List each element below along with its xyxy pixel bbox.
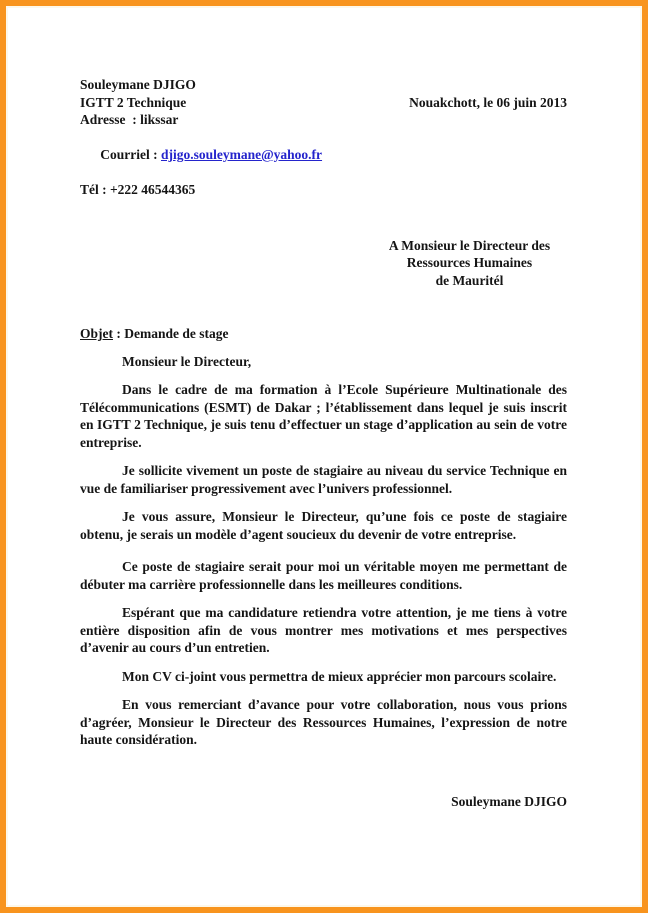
subject-separator: : xyxy=(113,326,125,341)
subject-line xyxy=(80,325,567,343)
sender-address: Adresse : likssar xyxy=(80,112,179,127)
sender-block xyxy=(80,76,567,199)
paragraph-formation: Dans le cadre de ma formation à l’Ecole Supérieure Multinationale des Télécommunications (ESMT) de Dakar ; l’établissement dans lequel je suis inscrit en IGTT 2 Technique, je suis tenu d’effectuer un stage d’application au sein de votre entreprise. xyxy=(80,382,567,450)
paragraph-cv: Mon CV ci-joint vous permettra de mieux apprécier mon parcours scolaire. xyxy=(122,668,557,684)
email-link[interactable]: djigo.souleymane@yahoo.fr xyxy=(160,147,323,162)
recipient-line-2: Ressources Humaines xyxy=(406,255,533,270)
sender-program-date-row xyxy=(80,94,567,112)
sender-program: IGTT 2 Technique xyxy=(80,94,187,110)
subject-label: Objet xyxy=(80,326,113,341)
signature: Souleymane DJIGO xyxy=(451,793,567,809)
paragraph-remerciement: En vous remerciant d’avance pour votre collaboration, nous vous prions d’agréer, Monsieur le Directeur des Ressources Humaines, l’expression de notre haute considération. xyxy=(80,697,567,747)
subject-text: Demande de stage xyxy=(124,326,229,341)
paragraph-candidature: Espérant que ma candidature retiendra votre attention, je me tiens à votre entière disposition afin de vous montrer mes motivations et mes perspectives d’avenir au cours d’un entretien. xyxy=(80,605,567,655)
date-line: Nouakchott, le 06 juin 2013 xyxy=(409,94,567,110)
salutation: Monsieur le Directeur, xyxy=(122,353,252,369)
sender-email-line xyxy=(80,129,567,182)
sender-phone: Tél : +222 46544365 xyxy=(80,182,196,197)
paragraph-assurance: Je vous assure, Monsieur le Directeur, qu’une fois ce poste de stagiaire obtenu, je serais un modèle d’agent soucieux du devenir de votre entreprise. xyxy=(80,509,567,542)
email-label: Courriel : xyxy=(100,147,161,162)
sender-name: Souleymane DJIGO xyxy=(80,77,196,92)
recipient-line-3: de Mauritél xyxy=(435,272,504,288)
paragraph-sollicitation: Je sollicite vivement un poste de stagiaire au niveau du service Technique en vue de familiariser progressivement avec l’univers professionnel. xyxy=(80,463,567,496)
recipient-line-1: A Monsieur le Directeur des xyxy=(388,237,551,253)
recipient-block xyxy=(372,237,567,290)
paragraph-carriere: Ce poste de stagiaire serait pour moi un véritable moyen me permettant de débuter ma carrière professionnelle dans les meilleures conditions. xyxy=(80,559,567,592)
